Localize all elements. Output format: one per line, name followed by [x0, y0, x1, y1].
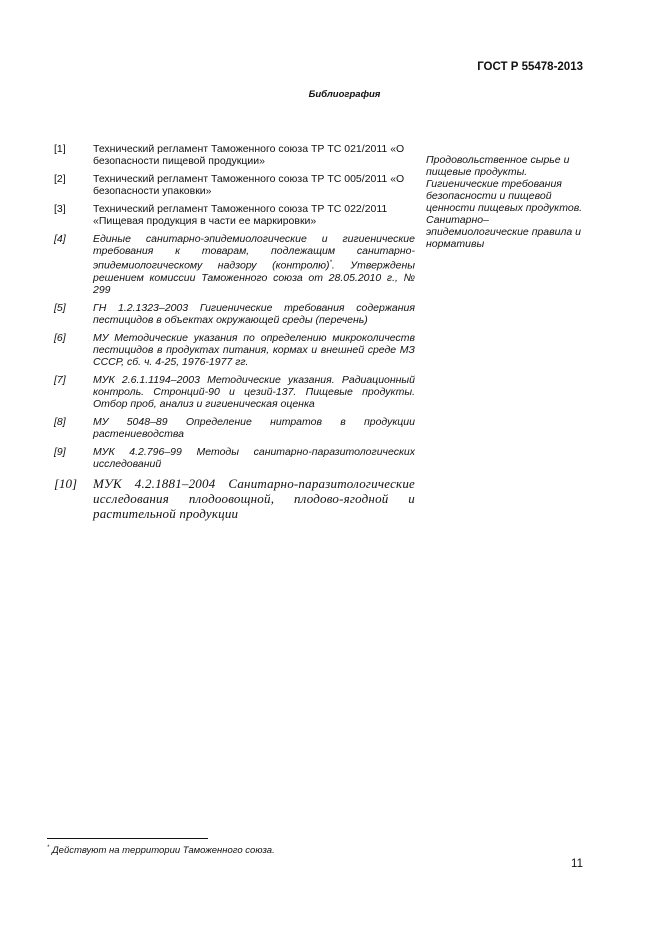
entry-text: МУ Методические указания по определению микроколичеств пестицидов в продуктах питания, кормах и внешней среде МЗ СССР, сб. ч. 4-25, 1976-1977 гг. [93, 331, 415, 368]
entry-text: МУК 2.6.1.1194–2003 Методические указания. Радиационный контроль. Стронций-90 и цезий-137. Пищевые продукты. Отбор проб, анализ и гигиеническая оценка [93, 373, 415, 410]
entry-number: [8] [54, 415, 66, 428]
entry-number: [1] [54, 143, 66, 155]
footnote-mark: * [47, 845, 50, 851]
entry-text: МУК 4.2.1881–2004 Санитарно-паразитологические исследования плодоовощной, плодово-ягодной и растительной продукции [93, 475, 415, 521]
bibliography-entry [54, 446, 415, 470]
entry-number: [9] [54, 445, 66, 458]
bibliography-entry [54, 416, 415, 440]
side-note: Продовольственное сырье и пищевые продукты. Гигиенические требования безопасности и пищевой ценности пищевых продуктов. Санитарно–эпидемиологические правила и нормативы [426, 154, 583, 250]
entry-text: Технический регламент Таможенного союза ТР ТС 021/2011 «О безопасности пищевой продукции» [93, 143, 405, 167]
entry-text [93, 233, 415, 296]
entry-number: [6] [54, 331, 66, 344]
section-title: Библиография [308, 89, 381, 100]
entry-number: [5] [54, 301, 66, 314]
entry-number: [7] [54, 373, 66, 386]
bibliography-entry [54, 233, 415, 296]
entry-text: Технический регламент Таможенного союза ТР ТС 005/2011 «О безопасности упаковки» [93, 173, 405, 197]
footnote-text: Действуют на территории Таможенного союза. [51, 845, 275, 857]
footnote-divider [47, 838, 208, 839]
entry-text: Технический регламент Таможенного союза ТР ТС 022/2011 «Пищевая продукция в части ее маркировки» [93, 203, 388, 227]
bibliography-entry [54, 173, 415, 197]
footnote-reference: * [329, 260, 332, 266]
entry-text: МУК 4.2.796–99 Методы санитарно-паразитологических исследований [93, 445, 415, 470]
entry-text: МУ 5048–89 Определение нитратов в продукции растениеводства [93, 415, 415, 440]
footnote [47, 845, 275, 856]
page-number: 11 [571, 858, 583, 870]
bibliography-list [54, 143, 415, 527]
bibliography-entry [54, 143, 415, 167]
bibliography-entry [54, 374, 415, 410]
bibliography-entry [54, 332, 415, 368]
standard-number: ГОСТ Р 55478-2013 [477, 61, 583, 73]
bibliography-entry [54, 203, 415, 227]
entry-text: ГН 1.2.1323–2003 Гигиенические требования содержания пестицидов в объектах окружающей среды (перечень) [93, 301, 415, 326]
entry-text-part: Единые санитарно-эпидемиологические и гигиенические требования к товарам, подлежащим санитарно-эпидемиологическому надзору (контролю) [93, 233, 415, 272]
bibliography-entry [54, 476, 415, 521]
entry-text-part: . Утверждены решением комиссии Таможенного союза от 28.05.2010 г., № 299 [93, 259, 415, 296]
entry-number: [3] [54, 203, 66, 215]
entry-number: [2] [54, 173, 66, 185]
entry-number: [4] [54, 233, 66, 245]
bibliography-entry [54, 302, 415, 326]
entry-number: [10] [54, 475, 78, 491]
